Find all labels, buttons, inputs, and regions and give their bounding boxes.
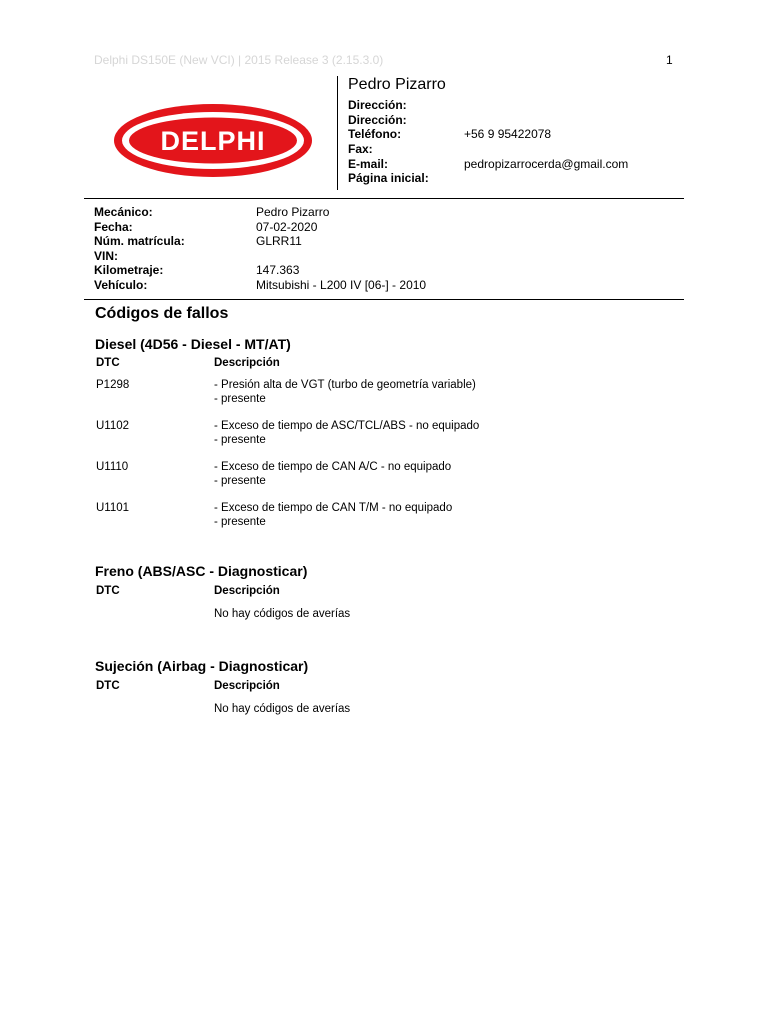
owner-name: Pedro Pizarro bbox=[348, 76, 446, 93]
report-header: Delphi DS150E (New VCI) | 2015 Release 3 (2.15.3.0) bbox=[94, 53, 384, 67]
info-label: Núm. matrícula: bbox=[94, 234, 185, 249]
page-number: 1 bbox=[666, 53, 673, 67]
info-label: Mecánico: bbox=[94, 205, 153, 219]
contact-value: pedropizarrocerda@gmail.com bbox=[464, 156, 629, 171]
contact-label: Dirección: bbox=[348, 112, 407, 127]
dtc-description: - Exceso de tiempo de CAN T/M - no equipado bbox=[214, 502, 453, 514]
header-divider bbox=[337, 76, 338, 190]
section-title-sujecion: Sujeción (Airbag - Diagnosticar) bbox=[95, 658, 309, 674]
info-row bbox=[94, 249, 426, 264]
info-row bbox=[94, 263, 426, 278]
contact-label: Dirección: bbox=[348, 98, 407, 112]
dtc-code: U1101 bbox=[96, 502, 130, 514]
section-title-freno: Freno (ABS/ASC - Diagnosticar) bbox=[95, 563, 308, 579]
contact-label: Teléfono: bbox=[348, 127, 402, 142]
column-header-dtc: DTC bbox=[96, 680, 120, 692]
logo-text: DELPHI bbox=[160, 126, 266, 156]
divider bbox=[84, 198, 684, 199]
info-label: VIN: bbox=[94, 248, 118, 263]
info-label: Vehículo: bbox=[94, 277, 148, 292]
info-value: Pedro Pizarro bbox=[256, 205, 330, 219]
vehicle-info bbox=[94, 205, 426, 293]
faults-title: Códigos de fallos bbox=[95, 305, 229, 322]
column-header-description: Descripción bbox=[214, 680, 280, 692]
info-row bbox=[94, 234, 426, 249]
no-codes-message: No hay códigos de averías bbox=[214, 703, 351, 715]
column-header-description: Descripción bbox=[214, 585, 280, 597]
info-row bbox=[94, 220, 426, 235]
no-codes-message: No hay códigos de averías bbox=[214, 608, 351, 620]
contact-row bbox=[348, 113, 628, 128]
dtc-code: U1110 bbox=[96, 461, 129, 473]
dtc-code: P1298 bbox=[96, 379, 130, 391]
dtc-status: - presente bbox=[214, 393, 266, 405]
dtc-status: - presente bbox=[214, 475, 266, 487]
dtc-description: - Presión alta de VGT (turbo de geometría variable) bbox=[214, 379, 476, 391]
info-row bbox=[94, 278, 426, 293]
contact-value: +56 9 95422078 bbox=[464, 127, 552, 142]
divider bbox=[84, 299, 684, 300]
section-title-diesel: Diesel (4D56 - Diesel - MT/AT) bbox=[95, 336, 291, 352]
dtc-status: - presente bbox=[214, 434, 266, 446]
dtc-status: - presente bbox=[214, 516, 266, 528]
contact-label: Página inicial: bbox=[348, 171, 429, 186]
owner-contact bbox=[348, 98, 628, 186]
info-row bbox=[94, 205, 426, 220]
info-value: Mitsubishi - L200 IV [06-] - 2010 bbox=[256, 277, 427, 292]
contact-label: Fax: bbox=[348, 142, 373, 157]
info-value: 147.363 bbox=[256, 263, 300, 278]
contact-row bbox=[348, 171, 628, 186]
contact-row bbox=[348, 127, 628, 142]
column-header-dtc: DTC bbox=[96, 357, 120, 369]
contact-row bbox=[348, 157, 628, 172]
info-label: Kilometraje: bbox=[94, 263, 164, 278]
column-header-description: Descripción bbox=[214, 357, 280, 369]
info-value: GLRR11 bbox=[256, 234, 302, 249]
info-label: Fecha: bbox=[94, 219, 133, 234]
contact-row bbox=[348, 98, 628, 113]
info-value: 07-02-2020 bbox=[256, 219, 318, 234]
dtc-code: U1102 bbox=[96, 420, 130, 432]
dtc-description: - Exceso de tiempo de ASC/TCL/ABS - no equipado bbox=[214, 420, 480, 432]
delphi-logo bbox=[113, 103, 313, 178]
contact-row bbox=[348, 142, 628, 157]
dtc-description: - Exceso de tiempo de CAN A/C - no equipado bbox=[214, 461, 452, 473]
column-header-dtc: DTC bbox=[96, 585, 120, 597]
contact-label: E-mail: bbox=[348, 156, 389, 171]
